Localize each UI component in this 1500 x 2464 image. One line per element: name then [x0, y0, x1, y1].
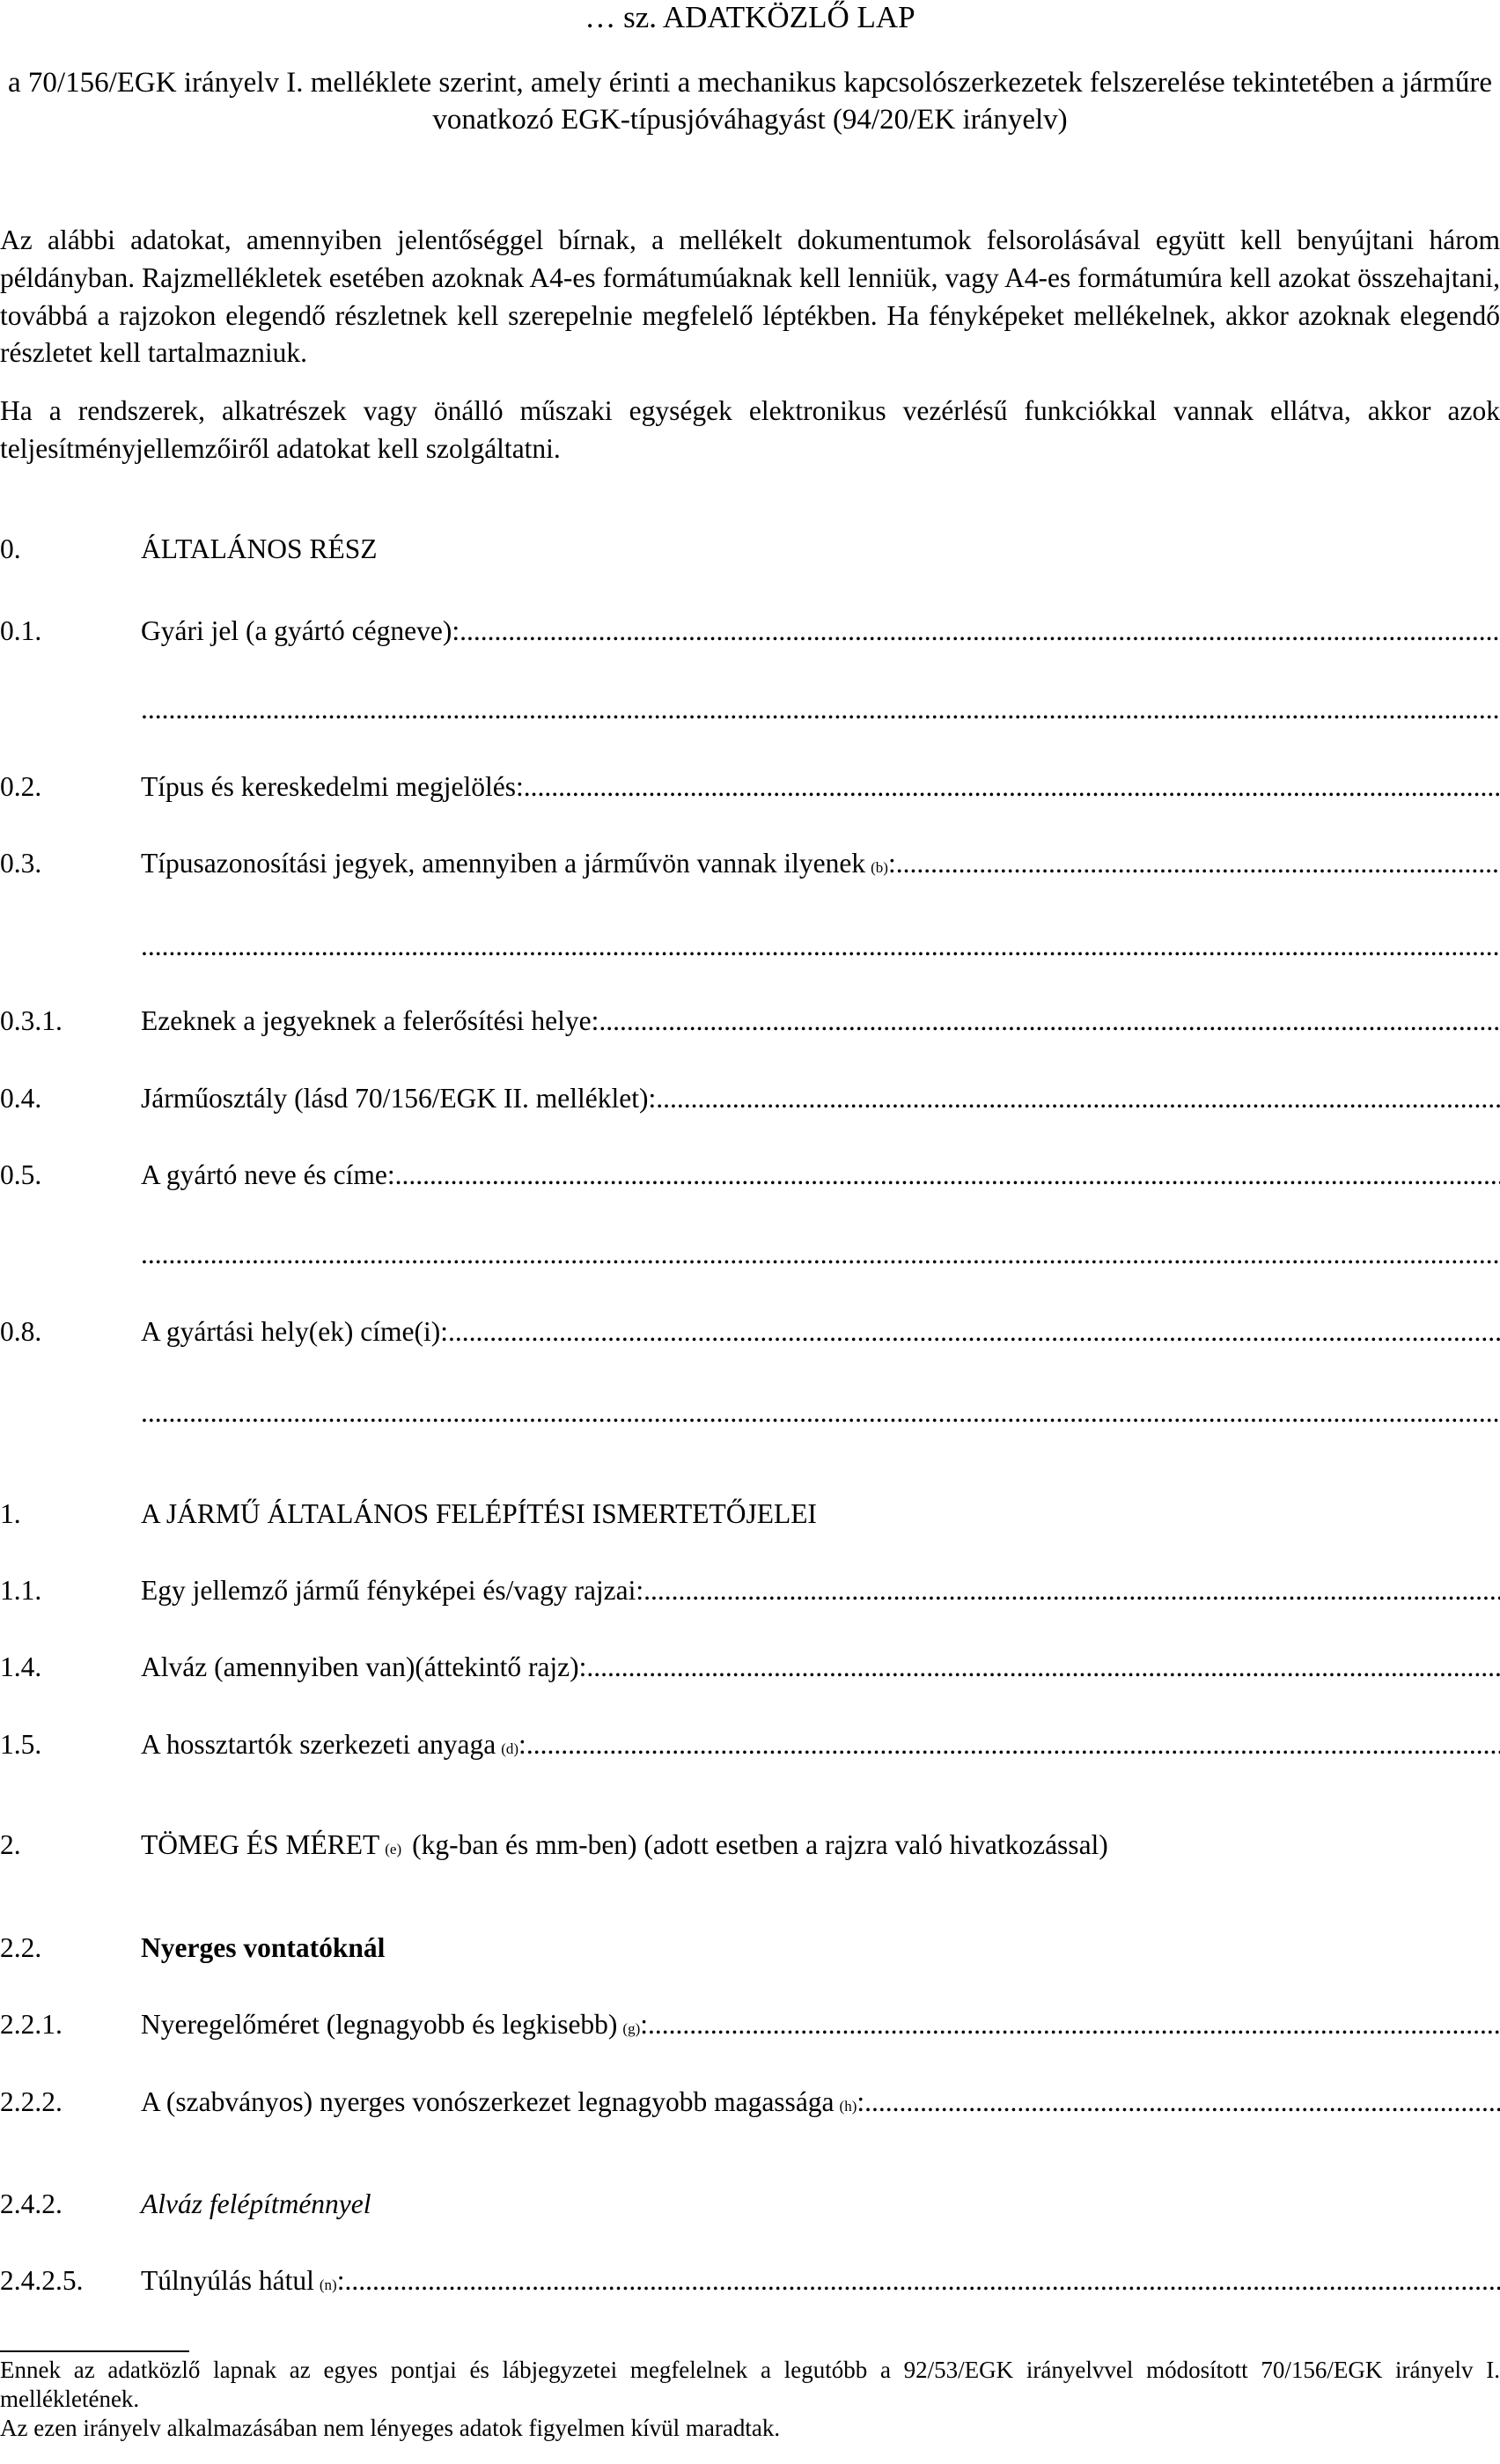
field-row-0-1 [0, 610, 1500, 652]
colon: : [518, 1729, 526, 1760]
item-label: A gyártási hely(ek) címe(i): [141, 1316, 448, 1347]
item-label: Egy jellemző jármű fényképei és/vagy rajzai: [141, 1575, 644, 1606]
item-label: Ezeknek a jegyeknek a felerősítési helye: [141, 1005, 599, 1036]
item-number: 0.2. [0, 771, 42, 802]
item-label: ÁLTALÁNOS RÉSZ [141, 533, 378, 564]
item-number: 2.2.2. [0, 2086, 62, 2117]
item-label: Nyeregelőméret (legnagyobb és legkisebb) [141, 2009, 618, 2040]
fill-in-dots[interactable] [599, 1000, 1500, 1042]
section-1-heading [0, 1493, 1500, 1535]
fill-in-line[interactable] [141, 1395, 1500, 1431]
footnote-divider [0, 2350, 189, 2352]
field-row-0-8 [0, 1311, 1500, 1353]
fill-in-line[interactable] [141, 692, 1500, 727]
item-label: Típusazonosítási jegyek, amennyiben a járművön vannak ilyenek [141, 848, 866, 879]
footnote-2: Az ezen irányelv alkalmazásában nem lényeges adatok figyelmen kívül maradtak. [0, 2415, 781, 2441]
item-label: TÖMEG ÉS MÉRET [141, 1829, 380, 1860]
item-number: 1.5. [0, 1729, 42, 1760]
item-number: 2. [0, 1829, 21, 1860]
item-label: Nyerges vontatóknál [141, 1932, 386, 1963]
fill-in-line[interactable] [141, 929, 1500, 964]
item-label-continued: (kg-ban és mm-ben) (adott esetben a rajzra való hivatkozással) [412, 1829, 1108, 1860]
subsection-2-4-2-heading [0, 2183, 1500, 2225]
item-number: 0.1. [0, 615, 42, 646]
fill-in-dots[interactable] [648, 2004, 1500, 2046]
page-subtitle: a 70/156/EGK irányelv I. melléklete szerint, amely érinti a mechanikus kapcsolószerkezetek felszerelése tekintetében a járműre vonatkozó EGK-típusjóváhagyást (94/20/EK irányelv) [8, 67, 1492, 136]
item-number: 0.3. [0, 848, 42, 879]
section-0-heading [0, 528, 1500, 570]
item-number: 2.4.2.5. [0, 2265, 84, 2296]
section-2-heading: 2. TÖMEG ÉS MÉRET (e) (kg-ban és mm-ben) (adott esetben a rajzra való hivatkozással) [0, 1824, 1500, 1866]
fill-in-dots[interactable] [344, 2260, 1500, 2302]
item-number: 0.4. [0, 1083, 42, 1114]
item-number: 1.1. [0, 1575, 42, 1606]
field-row-2-2-2: 2.2.2. A (szabványos) nyerges vonószerkezet legnagyobb magassága (h) : ..... [0, 2081, 1500, 2123]
item-number: 0.3.1. [0, 1005, 62, 1036]
item-number: 2.2. [0, 1932, 42, 1963]
item-label: A hossztartók szerkezeti anyaga [141, 1729, 496, 1760]
colon: : [857, 2086, 865, 2117]
item-label: A (szabványos) nyerges vonószerkezet legnagyobb magassága [141, 2086, 835, 2117]
colon: : [640, 2009, 649, 2040]
subsection-2-2-heading [0, 1927, 1500, 1969]
item-number: 1. [0, 1498, 21, 1529]
fill-in-dots[interactable] [524, 766, 1500, 808]
fill-in-dots[interactable] [460, 610, 1500, 652]
fill-in-dots[interactable] [586, 1646, 1500, 1688]
field-row-0-4 [0, 1078, 1500, 1120]
item-label: Alváz (amennyiben van)(áttekintő rajz): [141, 1651, 587, 1682]
field-row-2-4-2-5: 2.4.2.5. Túlnyúlás hátul (n) : ..... [0, 2260, 1500, 2302]
item-number: 2.2.1. [0, 2009, 62, 2040]
field-row-2-2-1: 2.2.1. Nyeregelőméret (legnagyobb és legkisebb) (g) : ..... [0, 2004, 1500, 2046]
field-row-0-2 [0, 766, 1500, 808]
colon: : [336, 2265, 345, 2296]
item-number: 0.5. [0, 1159, 42, 1190]
item-number: 0.8. [0, 1316, 42, 1347]
item-label: Típus és kereskedelmi megjelölés: [141, 771, 524, 802]
intro-paragraph-2: Ha a rendszerek, alkatrészek vagy önálló műszaki egységek elektronikus vezérlésű funkciókkal vannak ellátva, akkor azok teljesítményjellemzőiről adatokat kell szolgáltatni. [0, 395, 1500, 464]
field-row-1-1 [0, 1570, 1500, 1612]
item-label: A gyártó neve és címe: [141, 1159, 395, 1190]
fill-in-dots[interactable] [526, 1724, 1500, 1766]
fill-in-dots[interactable] [656, 1078, 1500, 1120]
fill-in-line[interactable] [141, 1237, 1500, 1272]
item-number: 0. [0, 533, 21, 564]
field-row-0-3: 0.3. Típusazonosítási jegyek, amennyiben a járművön vannak ilyenek (b) : ..... [0, 842, 1500, 885]
intro-paragraph-1: Az alábbi adatokat, amennyiben jelentőséggel bírnak, a mellékelt dokumentumok felsorolásával együtt kell benyújtani három példányban. Rajzmellékletek esetében azoknak A4-es formátumúaknak kell lenniük, vagy A4-es formátumúra kell azokat összehajtani, továbbá a rajzokon elegendő részletnek kell szerepelnie megfelelő léptékben. Ha fényképeket mellékelnek, akkor azoknak elegendő részletet kell tartalmazniuk. [0, 224, 1500, 369]
field-row-0-5 [0, 1154, 1500, 1196]
fill-in-dots[interactable] [864, 2081, 1500, 2123]
footnote-1: Ennek az adatközlő lapnak az egyes pontjai és lábjegyzetei megfelelnek a legutóbb a 92/53/EGK irányelvvel módosított 70/156/EGK irányelv I. mellékletének. [0, 2357, 1500, 2412]
item-number: 2.4.2. [0, 2188, 62, 2219]
fill-in-dots[interactable] [643, 1570, 1500, 1612]
item-label: Járműosztály (lásd 70/156/EGK II. melléklet): [141, 1083, 657, 1114]
item-label: A JÁRMŰ ÁLTALÁNOS FELÉPÍTÉSI ISMERTETŐJELEI [141, 1498, 817, 1529]
item-label: Alváz felépítménnyel [141, 2188, 371, 2219]
colon: : [887, 848, 896, 879]
fill-in-dots[interactable] [395, 1154, 1500, 1196]
item-number: 1.4. [0, 1651, 42, 1682]
footnotes [0, 2356, 1500, 2443]
fill-in-dots[interactable] [448, 1311, 1500, 1353]
field-row-1-5: 1.5. A hossztartók szerkezeti anyaga (d) : ..... [0, 1724, 1500, 1766]
item-label: Túlnyúlás hátul [141, 2265, 314, 2296]
item-label: Gyári jel (a gyártó cégneve): [141, 615, 460, 646]
field-row-0-3-1 [0, 1000, 1500, 1042]
field-row-1-4 [0, 1646, 1500, 1688]
page-title: … sz. ADATKÖZLŐ LAP [585, 0, 915, 34]
fill-in-dots[interactable] [896, 842, 1500, 885]
